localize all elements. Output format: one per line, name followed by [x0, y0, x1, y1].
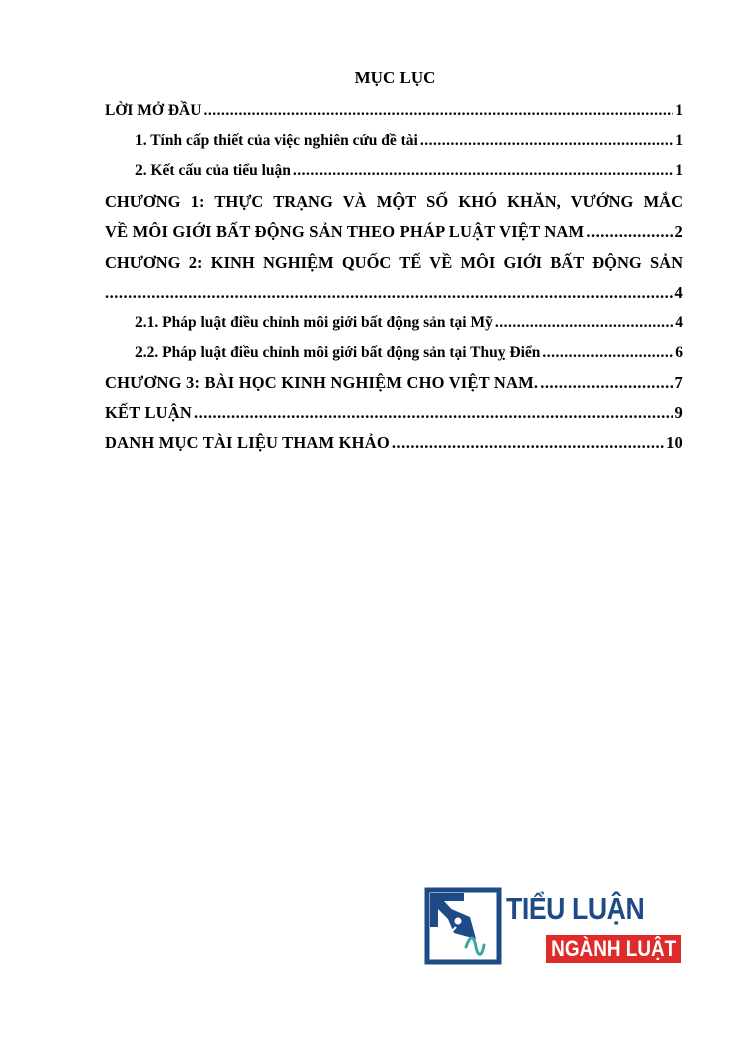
toc-title: MỤC LỤC	[354, 68, 436, 87]
toc-entry-tinh-cap-thiet[interactable]	[105, 126, 683, 156]
dot-leader	[540, 368, 672, 398]
toc-entry-label: CHƯƠNG 3: BÀI HỌC KINH NGHIỆM CHO VIỆT NAM.	[105, 373, 539, 392]
brand-logo	[424, 887, 677, 967]
toc-entry-page: 9	[674, 403, 683, 422]
dot-leader	[293, 156, 673, 186]
table-of-contents	[105, 96, 683, 458]
pen-nib-icon	[424, 887, 502, 965]
toc-entry-page: 10	[666, 433, 683, 452]
toc-entry-label: VỀ MÔI GIỚI BẤT ĐỘNG SẢN THEO PHÁP LUẬT VIỆT NAM	[105, 222, 585, 241]
toc-entry-page: 1	[675, 132, 683, 149]
dot-leader	[194, 398, 673, 428]
toc-entry-loi-mo-dau[interactable]	[105, 96, 683, 126]
toc-entry-page: 6	[675, 344, 683, 361]
toc-entry-label: DANH MỤC TÀI LIỆU THAM KHẢO	[105, 433, 390, 452]
toc-entry-label: 2. Kết cấu của tiểu luận	[135, 162, 291, 179]
toc-entry-heading-line: CHƯƠNG 2: KINH NGHIỆM QUỐC TẾ VỀ MÔI GIỚI BẤT ĐỘNG SẢN	[105, 253, 683, 272]
dot-leader	[105, 278, 673, 308]
toc-entry-page: 2	[674, 222, 683, 241]
toc-entry-2-1[interactable]	[105, 308, 683, 338]
toc-entry-page: 4	[675, 314, 683, 331]
toc-entry-chuong-3[interactable]	[105, 368, 683, 398]
toc-entry-chuong-2[interactable]	[105, 247, 683, 308]
toc-entry-heading-line: CHƯƠNG 1: THỰC TRẠNG VÀ MỘT SỐ KHÓ KHĂN, VƯỚNG MẮC	[105, 192, 683, 211]
toc-entry-page: 7	[674, 373, 683, 392]
toc-entry-label: LỜI MỞ ĐẦU	[105, 102, 202, 119]
dot-leader	[392, 428, 664, 458]
toc-entry-label: 1. Tính cấp thiết của việc nghiên cứu đề tài	[135, 132, 418, 149]
toc-entry-label: 2.2. Pháp luật điều chỉnh môi giới bất động sản tại Thuỵ Điển	[135, 344, 541, 361]
toc-entry-label: 2.1. Pháp luật điều chỉnh môi giới bất động sản tại Mỹ	[135, 314, 493, 331]
logo-line-1: TIỂU LUẬN	[506, 891, 645, 926]
toc-entry-2-2[interactable]	[105, 338, 683, 368]
toc-entry-page: 1	[675, 102, 683, 119]
toc-entry-page: 1	[675, 162, 683, 179]
dot-leader	[420, 126, 673, 156]
dot-leader	[542, 338, 673, 368]
toc-entry-tai-lieu-tham-khao[interactable]	[105, 428, 683, 458]
toc-entry-chuong-1[interactable]	[105, 186, 683, 247]
toc-entry-page: 4	[674, 283, 683, 302]
dot-leader	[586, 217, 672, 247]
toc-entry-ket-cau[interactable]	[105, 156, 683, 186]
dot-leader	[495, 308, 673, 338]
dot-leader	[203, 96, 673, 126]
toc-entry-label: KẾT LUẬN	[105, 403, 193, 422]
logo-line-2: NGÀNH LUẬT	[546, 935, 681, 963]
toc-entry-ket-luan[interactable]	[105, 398, 683, 428]
